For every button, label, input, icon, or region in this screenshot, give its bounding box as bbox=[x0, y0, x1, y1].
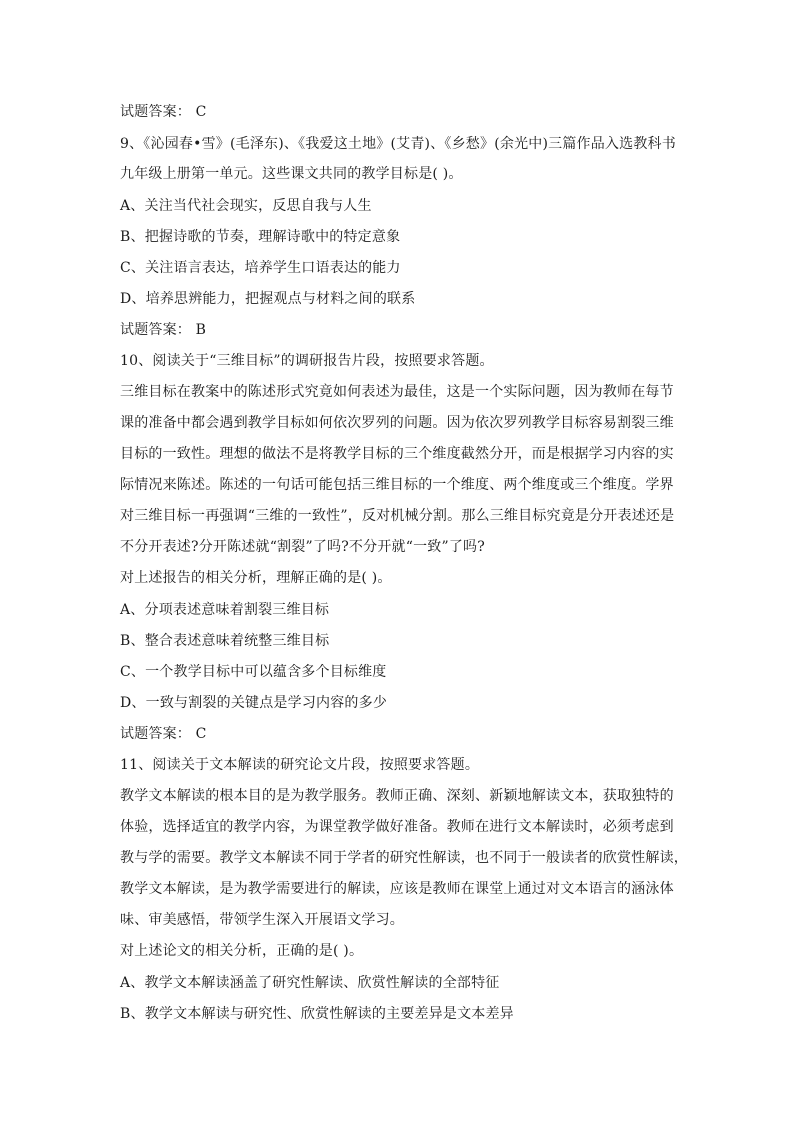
question-9-line-1: 9、《沁园春•雪》(毛泽东)、《我爱这土地》(艾青)、《乡愁》(余光中)三篇作品入选教科书 bbox=[120, 136, 676, 152]
question-10-prompt: 对上述报告的相关分析，理解正确的是( )。 bbox=[120, 570, 392, 586]
q11-option-a: A、教学文本解读涵盖了研究性解读、欣赏性解读的全部特征 bbox=[120, 975, 500, 991]
q9-option-a: A、关注当代社会现实，反思自我与人生 bbox=[120, 198, 372, 214]
answer-q10: 试题答案： C bbox=[120, 726, 207, 742]
q10-passage-line-6: 不分开表述?分开陈述就“割裂”了吗?不分开就“一致”了吗? bbox=[120, 539, 485, 555]
question-9-line-2: 九年级上册第一单元。这些课文共同的教学目标是( )。 bbox=[120, 166, 463, 182]
q10-option-d: D、一致与割裂的关键点是学习内容的多少 bbox=[120, 695, 388, 711]
q10-passage-line-5: 对三维目标一再强调“三维的一致性”，反对机械分割。那么三维目标究竟是分开表述还是 bbox=[120, 508, 675, 524]
q11-option-b: B、教学文本解读与研究性、欣赏性解读的主要差异是文本差异 bbox=[120, 1006, 514, 1022]
q10-option-c: C、一个教学目标中可以蕴含多个目标维度 bbox=[120, 664, 387, 680]
q11-passage-line-4: 教学文本解读，是为教学需要进行的解读，应该是教师在课堂上通过对文本语言的涵泳体 bbox=[120, 881, 674, 897]
q11-passage-line-2: 体验，选择适宜的教学内容，为课堂教学做好准备。教师在进行文本解读时，必须考虑到 bbox=[120, 819, 674, 835]
answer-q8: 试题答案： C bbox=[120, 104, 207, 120]
q10-passage-line-2: 课的准备中都会遇到教学目标如何依次罗列的问题。因为依次罗列教学目标容易割裂三维 bbox=[120, 415, 674, 431]
q9-option-d: D、培养思辨能力，把握观点与材料之间的联系 bbox=[120, 291, 416, 307]
question-11-title: 11、阅读关于文本解读的研究论文片段，按照要求答题。 bbox=[120, 757, 480, 773]
q10-passage-line-4: 际情况来陈述。陈述的一句话可能包括三维目标的一个维度、两个维度或三个维度。学界 bbox=[120, 477, 674, 493]
q11-passage-line-3: 教与学的需要。教学文本解读不同于学者的研究性解读，也不同于一般读者的欣赏性解读， bbox=[120, 850, 688, 866]
question-10-title: 10、阅读关于“三维目标”的调研报告片段，按照要求答题。 bbox=[120, 353, 494, 369]
q11-passage-line-1: 教学文本解读的根本目的是为教学服务。教师正确、深刻、新颖地解读文本，获取独特的 bbox=[120, 788, 674, 804]
q10-option-a: A、分项表述意味着割裂三维目标 bbox=[120, 602, 330, 618]
answer-q9: 试题答案： B bbox=[120, 322, 207, 338]
q11-passage-line-5: 味、审美感悟，带领学生深入开展语文学习。 bbox=[120, 912, 404, 928]
q10-option-b: B、整合表述意味着统整三维目标 bbox=[120, 633, 330, 649]
q10-passage-line-1: 三维目标在教案中的陈述形式究竟如何表述为最佳，这是一个实际问题，因为教师在每节 bbox=[120, 384, 674, 400]
q9-option-c: C、关注语言表达，培养学生口语表达的能力 bbox=[120, 260, 401, 276]
q9-option-b: B、把握诗歌的节奏，理解诗歌中的特定意象 bbox=[120, 229, 401, 245]
q10-passage-line-3: 目标的一致性。理想的做法不是将教学目标的三个维度截然分开，而是根据学习内容的实 bbox=[120, 446, 674, 462]
question-11-prompt: 对上述论文的相关分析，正确的是( )。 bbox=[120, 943, 364, 959]
